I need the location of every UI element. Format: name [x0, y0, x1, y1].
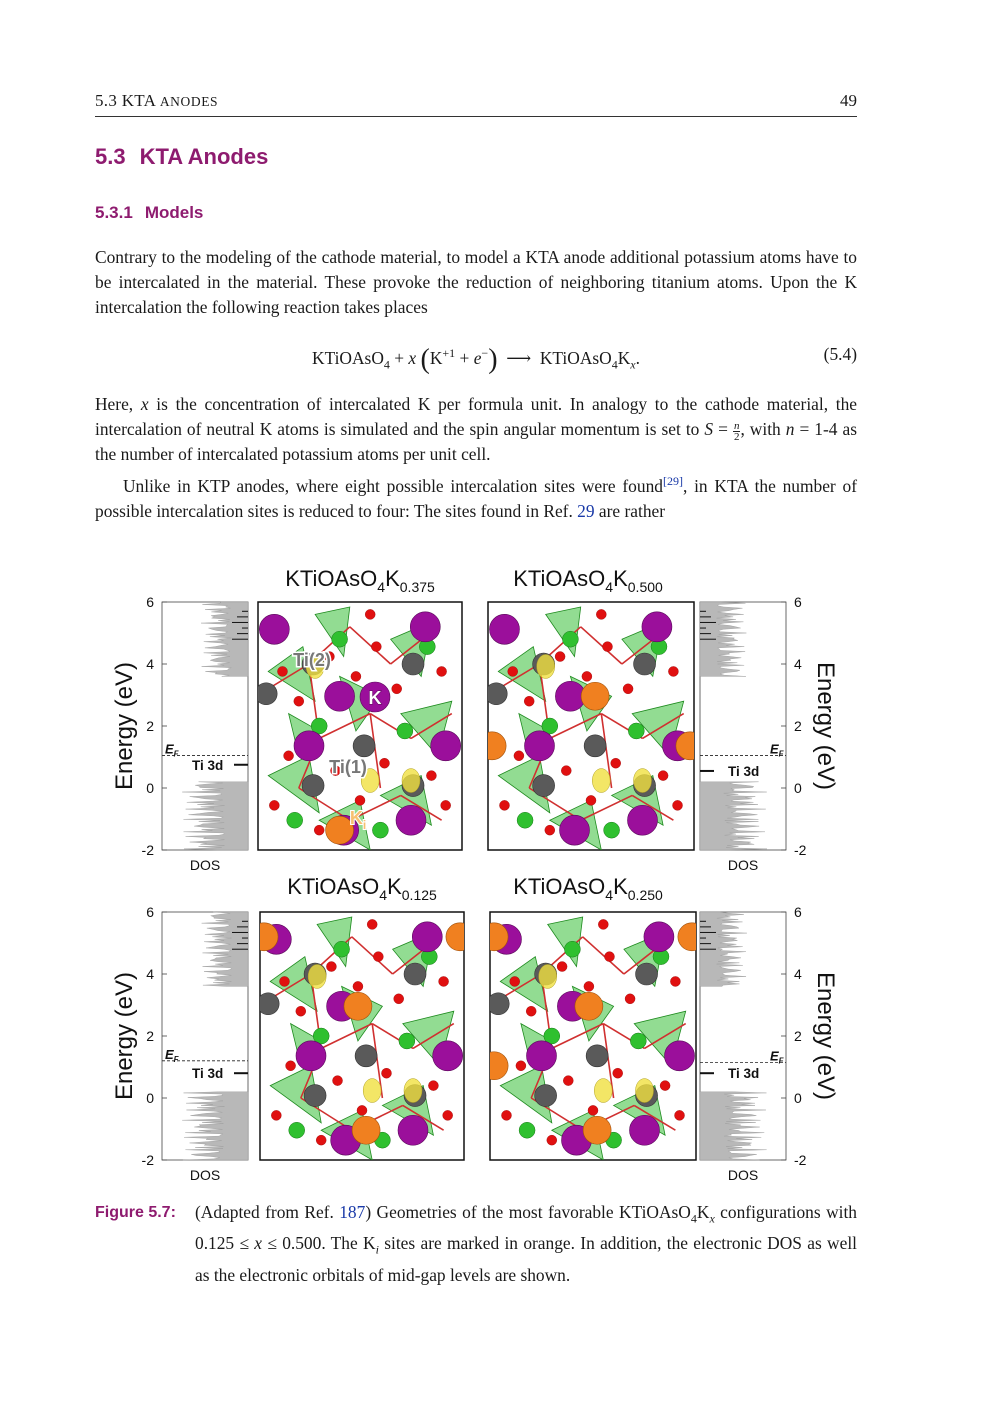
dos-panel-right-1-dos-label: DOS [727, 1167, 759, 1183]
crystal-panel-1-as-atom-3 [628, 723, 644, 739]
crystal-panel-2-ti-atom-2 [257, 993, 279, 1015]
crystal-panel-0-o-atom-3 [351, 671, 361, 681]
crystal-panel-1-k-atom-2 [525, 731, 555, 761]
crystal-panel-3-ti-atom-2 [487, 993, 509, 1015]
crystal-panel-3-o-atom-1 [526, 1006, 536, 1016]
crystal-panel-1-ti-atom-5 [584, 735, 606, 757]
dos-panel-left-1-ti3d-label: Ti 3d [192, 1066, 224, 1082]
crystal-panel-1-k-atom-4 [628, 805, 658, 835]
crystal-panel-1-ti-atom-2 [485, 683, 507, 705]
paragraph-concentration: Here, x is the concentration of intercalated K per formula unit. In analogy to the cathode material, the intercalation of neutral K atoms is simulated and the spin angular momentum is set to S = $\frac{n}{2}$ , with n = 1-4 as the number of intercalated potassium atoms per unit cell. [95, 394, 857, 464]
crystal-panel-0-as-atom-3 [397, 723, 413, 739]
dos-panel-left-1-valence-band [182, 1092, 248, 1160]
crystal-panel-0-o-atom-10 [379, 758, 389, 768]
crystal-panel-2-o-atom-0 [279, 976, 289, 986]
dos-panel-right-0-tick-label-0: 6 [794, 594, 802, 610]
crystal-panel-1-o-atom-2 [555, 652, 565, 662]
crystal-panel-3-k-atom-1 [644, 922, 674, 952]
subsection-title: 5.3.1 Models [95, 203, 204, 222]
dos-panel-right-0-tick-label-2: 2 [794, 718, 802, 734]
crystal-panel-0-o-atom-6 [437, 666, 447, 676]
label-ti2: Ti(2) [293, 650, 331, 670]
dos-panel-left-1-dos-label: DOS [189, 1167, 221, 1183]
crystal-panel-1-ti-atom-1 [634, 653, 656, 675]
crystal-panel-1-o-atom-11 [658, 771, 668, 781]
running-head [95, 91, 857, 117]
dos-panel-left-0-tick-label-3: 0 [146, 780, 154, 796]
crystal-panel-3-k-atom-2 [527, 1041, 557, 1071]
crystal-panel-1-ti-atom-3 [533, 775, 555, 797]
crystal-panel-2-orbital-2 [363, 1079, 381, 1103]
dos-panel-left-0-tick-label-1: 4 [146, 656, 154, 672]
equation-number: (5.4) [823, 344, 857, 364]
dos-panel-right-1-tick-label-0: 6 [794, 904, 802, 920]
crystal-panel-3-o-atom-0 [510, 976, 520, 986]
crystal-panel-2-k-atom-5 [433, 1041, 463, 1071]
crystal-panel-3-ki-atom-0 [480, 923, 508, 951]
crystal-panel-3-o-atom-8 [563, 1076, 573, 1086]
crystal-panel-3-k-atom-4 [630, 1115, 660, 1145]
label-ti1: Ti(1) [329, 757, 367, 777]
citation-29-link[interactable]: 29 [577, 500, 595, 521]
running-head-section: 5.3 KTA ANODES [95, 91, 219, 110]
figure-graphic [100, 560, 860, 1190]
crystal-panel-2-orbital-1 [308, 964, 326, 988]
crystal-panel-3-o-atom-11 [660, 1081, 670, 1091]
crystal-panel-2-as-atom-0 [334, 941, 350, 957]
crystal-panel-1-o-atom-8 [561, 766, 571, 776]
label-ki: $K_i$ [349, 808, 367, 832]
crystal-panel-3-as-atom-0 [564, 941, 580, 957]
dos-panel-left-0-dos-label: DOS [189, 857, 221, 873]
dos-panel-left-1-tick-label-1: 4 [146, 966, 154, 982]
crystal-panel-0-o-atom-0 [277, 666, 287, 676]
crystal-panel-3-ki-atom-3 [575, 992, 603, 1020]
dos-panel-right-0-tick-label-4: -2 [794, 842, 807, 858]
crystal-panel-2-o-atom-11 [428, 1081, 438, 1091]
crystal-panel-1-k-atom-1 [642, 612, 672, 642]
crystal-panel-0-as-atom-4 [287, 812, 303, 828]
caption-label: Figure 5.7: [95, 1204, 176, 1221]
dos-panel-right-0-valence-band [700, 782, 767, 850]
crystal-panel-3-o-atom-13 [547, 1135, 557, 1145]
crystal-panel-0-o-atom-1 [294, 696, 304, 706]
crystal-panel-2-o-atom-12 [443, 1110, 453, 1120]
crystal-panel-3-o-atom-14 [501, 1110, 511, 1120]
crystal-panel-0-o-atom-9 [355, 795, 365, 805]
axis-label-left-bottom: Energy (eV) [111, 971, 138, 1101]
dos-panel-right-1-tick-label-3: 0 [794, 1090, 802, 1106]
crystal-panel-0-o-atom-15 [365, 609, 375, 619]
crystal-panel-1-o-atom-7 [514, 751, 524, 761]
crystal-panel-2-o-atom-14 [271, 1110, 281, 1120]
crystal-panel-0-o-atom-7 [284, 751, 294, 761]
crystal-panel-2-ki-atom-2 [344, 992, 372, 1020]
paragraph-intro: Contrary to the modeling of the cathode material, to model a KTA anode additional potassium atoms have to be intercalated in the material. These provoke the reduction of neighboring titanium atoms. Upon the K intercalation the following reaction takes places [95, 247, 857, 317]
crystal-panel-2 [250, 912, 474, 1160]
crystal-panel-2-k-atom-2 [296, 1041, 326, 1071]
crystal-panel-0-o-atom-5 [392, 684, 402, 694]
dos-panel-left-0-fermi-label: $E_F$ [165, 741, 179, 759]
crystal-panel-3-o-atom-15 [598, 919, 608, 929]
citation-29-sup[interactable]: [29] [662, 474, 683, 488]
crystal-panel-1-orbital-2 [592, 769, 610, 793]
crystal-panel-3-ki-atom-4 [583, 1116, 611, 1144]
dos-panel-right-0-tick-label-1: 4 [794, 656, 802, 672]
crystal-panel-3-o-atom-7 [516, 1061, 526, 1071]
crystal-panel-1-orbital-0 [634, 769, 652, 793]
dos-panel-left-0-tick-label-4: -2 [141, 842, 154, 858]
crystal-panel-1-ki-atom-0 [581, 682, 609, 710]
crystal-panel-3-as-atom-3 [630, 1033, 646, 1049]
figure-caption [95, 1200, 857, 1288]
crystal-panel-3-ti-atom-3 [535, 1085, 557, 1107]
crystal-panel-3-o-atom-12 [675, 1110, 685, 1120]
dos-panel-left-0-valence-band [182, 782, 248, 850]
panel-title-2: $KTiOAsO_4K_{0.125}$ [287, 874, 437, 903]
crystal-panel-1-o-atom-13 [545, 825, 555, 835]
figure-5-7 [100, 560, 860, 1190]
dos-panel-left-0-tick-label-0: 6 [146, 594, 154, 610]
dos-panel-left-1-tick-label-3: 0 [146, 1090, 154, 1106]
equation-body: KTiOAsO$_4$ + x $(K^{+1} + e^-)$ ⟶ $KTiOAsO_4K_x$. [312, 344, 640, 375]
crystal-panel-3-ti-atom-1 [636, 963, 658, 985]
crystal-panel-2-ki-atom-0 [250, 923, 278, 951]
crystal-panel-3-ti-atom-5 [586, 1045, 608, 1067]
crystal-panel-2-ti-atom-5 [355, 1045, 377, 1067]
crystal-panel-2-k-atom-4 [398, 1115, 428, 1145]
crystal-panel-0-as-atom-0 [332, 631, 348, 647]
axis-label-right-top: Energy (eV) [812, 661, 839, 791]
crystal-panel-1-k-atom-3 [560, 815, 590, 845]
citation-187[interactable]: 187 [339, 1202, 366, 1222]
crystal-panel-0-as-atom-5 [372, 822, 388, 838]
crystal-panel-2-o-atom-8 [333, 1076, 343, 1086]
crystal-panel-3-orbital-2 [594, 1079, 612, 1103]
panel-title-3: $KTiOAsO_4K_{0.250}$ [513, 874, 663, 903]
crystal-panel-2-k-atom-1 [412, 922, 442, 952]
crystal-panel-0-o-atom-14 [269, 800, 279, 810]
crystal-panel-1-k-atom-0 [489, 614, 519, 644]
axis-label-left-top: Energy (eV) [111, 661, 138, 791]
crystal-panel-0-k-atom-4 [396, 805, 426, 835]
crystal-panel-1-o-atom-5 [623, 684, 633, 694]
crystal-panel-1-orbital-1 [537, 654, 555, 678]
dos-panel-left-0-ti3d-label: Ti 3d [192, 757, 224, 773]
crystal-panel-1-as-atom-0 [562, 631, 578, 647]
crystal-panel-2-ki-atom-1 [446, 923, 474, 951]
dos-panel-left-0-tick-label-2: 2 [146, 718, 154, 734]
crystal-panel-3-as-atom-4 [519, 1122, 535, 1138]
crystal-panel-1 [478, 602, 704, 850]
crystal-panel-3-o-atom-4 [604, 952, 614, 962]
crystal-panel-1-o-atom-14 [499, 800, 509, 810]
crystal-panel-3-orbital-1 [539, 964, 557, 988]
crystal-panel-2-o-atom-2 [326, 962, 336, 972]
dos-panel-right-0-ti3d-label: Ti 3d [728, 763, 760, 779]
crystal-panel-0-k-atom-1 [410, 612, 440, 642]
crystal-panel-1-o-atom-10 [611, 758, 621, 768]
dos-panel-right-1-tick-label-4: -2 [794, 1152, 807, 1168]
crystal-panel-2-o-atom-7 [286, 1061, 296, 1071]
crystal-panel-0-k-atom-0 [259, 614, 289, 644]
crystal-panel-0-o-atom-12 [441, 800, 451, 810]
crystal-panel-0-orbital-0 [402, 769, 420, 793]
crystal-panel-0-o-atom-4 [371, 642, 381, 652]
crystal-panel-1-as-atom-4 [517, 812, 533, 828]
crystal-panel-2-o-atom-3 [353, 981, 363, 991]
crystal-panel-2-o-atom-5 [394, 994, 404, 1004]
crystal-panel-2-o-atom-4 [373, 952, 383, 962]
dos-panel-right-0-fermi-label: $E_F$ [770, 741, 784, 759]
crystal-panel-3-orbital-0 [636, 1079, 654, 1103]
dos-panel-right-1-tick-label-2: 2 [794, 1028, 802, 1044]
crystal-panel-1-o-atom-3 [582, 671, 592, 681]
page-number: 49 [840, 91, 857, 110]
crystal-panel-0-o-atom-11 [426, 771, 436, 781]
crystal-panel-1-ki-atom-1 [478, 732, 506, 760]
dos-panel-left-1-tick-label-0: 6 [146, 904, 154, 920]
crystal-panel-0-ti-atom-3 [302, 775, 324, 797]
crystal-panel-3-o-atom-6 [670, 976, 680, 986]
crystal-panel-2-o-atom-10 [381, 1068, 391, 1078]
crystal-panel-1-o-atom-0 [508, 666, 518, 676]
crystal-panel-2-ki-atom-3 [352, 1116, 380, 1144]
crystal-panel-1-as-atom-5 [604, 822, 620, 838]
crystal-panel-3-k-atom-5 [665, 1041, 695, 1071]
panel-title-1: $KTiOAsO_4K_{0.500}$ [513, 566, 663, 595]
crystal-panel-3 [480, 912, 706, 1160]
crystal-panel-0-k-atom-2 [294, 731, 324, 761]
crystal-panel-1-o-atom-9 [586, 795, 596, 805]
crystal-panel-1-o-atom-15 [596, 609, 606, 619]
crystal-panel-0-o-atom-13 [314, 825, 324, 835]
crystal-panel-0-ti-atom-2 [255, 683, 277, 705]
crystal-panel-3-o-atom-5 [625, 994, 635, 1004]
dos-panel-left-1-fermi-label: $E_F$ [165, 1046, 179, 1064]
crystal-panel-2-o-atom-13 [316, 1135, 326, 1145]
crystal-panel-1-o-atom-1 [524, 696, 534, 706]
crystal-panel-0-k-atom-5 [431, 731, 461, 761]
dos-panel-right-1-tick-label-1: 4 [794, 966, 802, 982]
crystal-panel-1-o-atom-12 [673, 800, 683, 810]
crystal-panel-2-ti-atom-1 [404, 963, 426, 985]
crystal-panel-2-o-atom-9 [357, 1105, 367, 1115]
axis-label-right-bottom: Energy (eV) [812, 971, 839, 1101]
dos-panel-left-1-tick-label-4: -2 [141, 1152, 154, 1168]
crystal-panel-2-as-atom-4 [289, 1122, 305, 1138]
paragraph-sites: Unlike in KTP anodes, where eight possible intercalation sites were found[29], in KTA the number of possible intercalation sites is reduced to four: The sites found in Ref. 29 are rather [95, 474, 857, 521]
dos-panel-right-0-tick-label-3: 0 [794, 780, 802, 796]
crystal-panel-2-o-atom-6 [439, 976, 449, 986]
equation-5-4 [95, 340, 857, 374]
dos-panel-right-1-fermi-label: $E_F$ [770, 1048, 784, 1066]
crystal-panel-1-o-atom-4 [602, 642, 612, 652]
dos-panel-right-0-dos-label: DOS [727, 857, 759, 873]
crystal-panel-3-o-atom-3 [584, 981, 594, 991]
dos-panel-left-1-tick-label-2: 2 [146, 1028, 154, 1044]
panel-title-0: $KTiOAsO_4K_{0.375}$ [285, 566, 435, 595]
crystal-panel-3-ki-atom-2 [480, 1052, 508, 1080]
dos-panel-right-1-ti3d-label: Ti 3d [728, 1066, 760, 1082]
crystal-panel-2-orbital-0 [404, 1079, 422, 1103]
crystal-panel-0-ti-atom-5 [353, 735, 375, 757]
crystal-panel-3-o-atom-2 [557, 962, 567, 972]
crystal-panel-3-o-atom-9 [588, 1105, 598, 1115]
dos-panel-right-1-valence-band [700, 1092, 767, 1160]
crystal-panel-3-o-atom-10 [613, 1068, 623, 1078]
crystal-panel-0-k-atom-6 [325, 681, 355, 711]
crystal-panel-2-as-atom-3 [399, 1033, 415, 1049]
crystal-panel-0-ti-atom-1 [402, 653, 424, 675]
crystal-panel-2-ti-atom-3 [304, 1085, 326, 1107]
crystal-panel-1-o-atom-6 [668, 666, 678, 676]
crystal-panel-2-o-atom-15 [367, 919, 377, 929]
section-title: 5.3 KTA Anodes [95, 144, 269, 169]
caption-text: (Adapted from Ref. 187) Geometries of the most favorable $KTiOAsO_4K_x$ configurations with 0.125 ≤ x ≤ 0.500. The $K_i$ sites are marked in orange. In addition, the electronic DOS as well as the electronic orbitals of mid-gap levels are shown. [195, 1202, 857, 1285]
label-k: K [368, 688, 382, 708]
crystal-panel-2-o-atom-1 [296, 1006, 306, 1016]
